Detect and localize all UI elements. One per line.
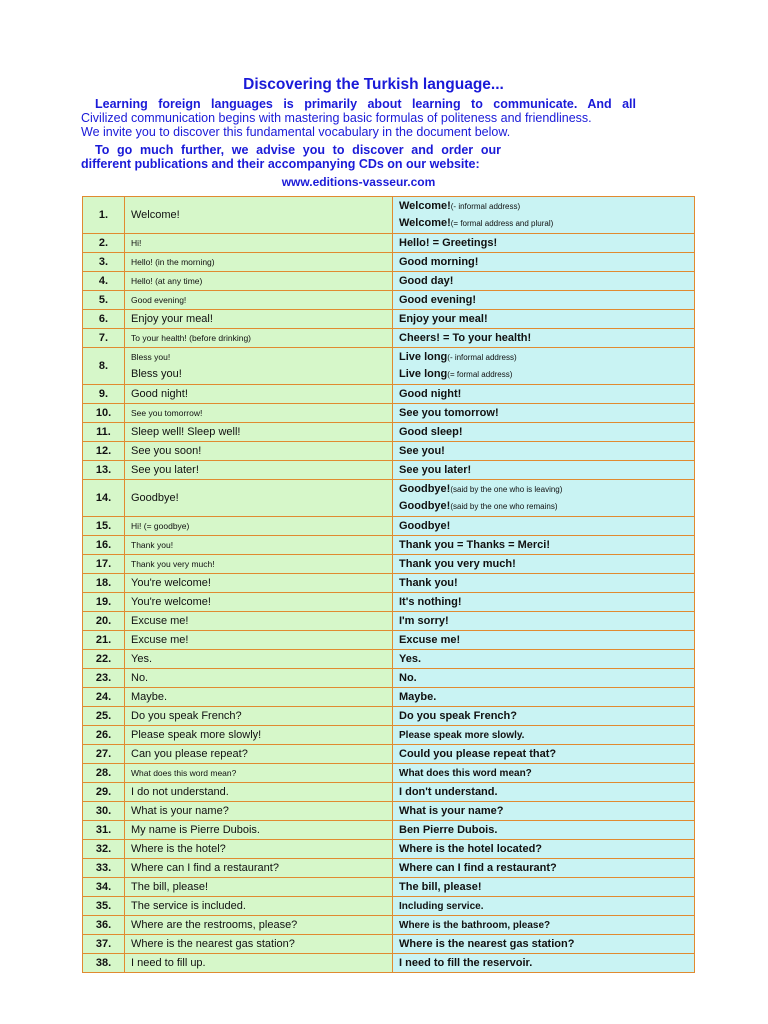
english-phrase-cell: [125, 291, 393, 310]
table-row: [83, 631, 695, 650]
row-number: 38.: [83, 954, 125, 973]
translation-text: Enjoy your meal!: [399, 313, 488, 325]
english-phrase-cell: [125, 329, 393, 348]
row-number: 5.: [83, 291, 125, 310]
translation-cell: [393, 404, 695, 423]
translation-cell: [393, 442, 695, 461]
translation-text: Live long: [399, 351, 448, 363]
translation-text: Ben Pierre Dubois.: [399, 824, 498, 836]
translation-text: Goodbye!: [399, 500, 451, 512]
translation-cell: [393, 385, 695, 404]
table-row: [83, 442, 695, 461]
table-row: [83, 707, 695, 726]
translation-text: I'm sorry!: [399, 615, 449, 627]
translation-cell: [393, 631, 695, 650]
table-row: [83, 783, 695, 802]
translation-text: Where is the hotel located?: [399, 843, 543, 855]
english-phrase: See you soon!: [131, 445, 202, 457]
translation-cell: [393, 726, 695, 745]
translation-text: I don't understand.: [399, 786, 498, 798]
translation-text: Goodbye!: [399, 520, 451, 532]
translation-cell: [393, 348, 695, 385]
translation-cell: [393, 329, 695, 348]
translation-text: Live long: [399, 368, 448, 380]
english-phrase: Where can I find a restaurant?: [131, 862, 279, 874]
english-phrase: No.: [131, 672, 149, 684]
row-number: 9.: [83, 385, 125, 404]
english-phrase: You're welcome!: [131, 596, 211, 608]
english-phrase-cell: [125, 517, 393, 536]
row-number: 32.: [83, 840, 125, 859]
translation-cell: [393, 574, 695, 593]
table-row: [83, 840, 695, 859]
english-phrase-cell: [125, 442, 393, 461]
english-phrase: Where is the nearest gas station?: [131, 938, 295, 950]
translation-text: Good day!: [399, 275, 454, 287]
english-phrase-cell: [125, 385, 393, 404]
english-phrase: Hi! (= goodbye): [131, 521, 190, 531]
table-row: [83, 234, 695, 253]
translation-cell: [393, 517, 695, 536]
table-row: [83, 897, 695, 916]
table-row: [83, 612, 695, 631]
english-phrase-cell: [125, 650, 393, 669]
advice-line-2: different publications and their accompanying CDs on our website:: [81, 157, 480, 171]
row-number: 22.: [83, 650, 125, 669]
row-number: 1.: [83, 197, 125, 234]
intro-line-1: Learning foreign languages is primarily about learning to communicate. And all: [95, 97, 636, 111]
english-phrase-cell: [125, 197, 393, 234]
translation-text: No.: [399, 672, 417, 684]
english-phrase-cell: [125, 916, 393, 935]
row-number: 6.: [83, 310, 125, 329]
table-row: [83, 802, 695, 821]
translation-text: Thank you very much!: [399, 558, 516, 570]
english-phrase: Excuse me!: [131, 634, 189, 646]
english-phrase-cell: [125, 272, 393, 291]
row-number: 19.: [83, 593, 125, 612]
row-number: 11.: [83, 423, 125, 442]
document-header: [81, 76, 636, 189]
row-number: 3.: [83, 253, 125, 272]
translation-cell: [393, 840, 695, 859]
english-phrase-cell: [125, 480, 393, 517]
row-number: 34.: [83, 878, 125, 897]
usage-note: (said by the one who is leaving): [450, 485, 563, 494]
row-number: 17.: [83, 555, 125, 574]
table-row: [83, 745, 695, 764]
translation-text: Welcome!: [399, 217, 451, 229]
row-number: 15.: [83, 517, 125, 536]
row-number: 30.: [83, 802, 125, 821]
english-phrase-cell: [125, 764, 393, 783]
intro-line-3: We invite you to discover this fundamental vocabulary in the document below.: [81, 125, 511, 139]
english-phrase-cell: [125, 593, 393, 612]
translation-text: Could you please repeat that?: [399, 748, 557, 760]
translation-cell: [393, 480, 695, 517]
table-row: [83, 272, 695, 291]
english-phrase: What is your name?: [131, 805, 229, 817]
english-phrase-cell: [125, 253, 393, 272]
english-phrase: Hi!: [131, 238, 142, 248]
table-row: [83, 385, 695, 404]
translation-cell: [393, 555, 695, 574]
translation-text: Please speak more slowly.: [399, 730, 525, 741]
table-row: [83, 348, 695, 385]
row-number: 13.: [83, 461, 125, 480]
english-phrase-cell: [125, 745, 393, 764]
translation-text: See you!: [399, 445, 445, 457]
table-row: [83, 935, 695, 954]
translation-cell: [393, 253, 695, 272]
usage-note: (- informal address): [447, 353, 517, 362]
translation-text: Goodbye!: [399, 483, 451, 495]
translation-cell: [393, 897, 695, 916]
table-row: [83, 650, 695, 669]
row-number: 4.: [83, 272, 125, 291]
english-phrase: Hello! (in the morning): [131, 257, 215, 267]
row-number: 37.: [83, 935, 125, 954]
english-phrase-cell: [125, 878, 393, 897]
english-phrase-cell: [125, 726, 393, 745]
translation-text: Where is the nearest gas station?: [399, 938, 575, 950]
translation-cell: [393, 954, 695, 973]
english-phrase: Welcome!: [131, 209, 180, 221]
english-phrase-cell: [125, 954, 393, 973]
translation-cell: [393, 234, 695, 253]
row-number: 36.: [83, 916, 125, 935]
english-phrase-cell: [125, 555, 393, 574]
table-row: [83, 954, 695, 973]
translation-text: Including service.: [399, 901, 484, 912]
translation-text: Good morning!: [399, 256, 479, 268]
english-phrase-cell: [125, 669, 393, 688]
table-row: [83, 197, 695, 234]
row-number: 14.: [83, 480, 125, 517]
english-phrase-cell: [125, 840, 393, 859]
table-row: [83, 593, 695, 612]
row-number: 16.: [83, 536, 125, 555]
english-phrase-cell: [125, 612, 393, 631]
table-row: [83, 669, 695, 688]
english-phrase-cell: [125, 536, 393, 555]
english-phrase: Good night!: [131, 388, 188, 400]
usage-note: (= formal address): [447, 370, 513, 379]
english-phrase-cell: [125, 310, 393, 329]
row-number: 7.: [83, 329, 125, 348]
translation-cell: [393, 461, 695, 480]
table-row: [83, 688, 695, 707]
table-row: [83, 291, 695, 310]
english-phrase-cell: [125, 859, 393, 878]
row-number: 25.: [83, 707, 125, 726]
translation-text: Where is the bathroom, please?: [399, 920, 551, 931]
row-number: 33.: [83, 859, 125, 878]
translation-cell: [393, 593, 695, 612]
english-phrase: The bill, please!: [131, 881, 209, 893]
translation-cell: [393, 310, 695, 329]
english-phrase-cell: [125, 802, 393, 821]
english-phrase-cell: [125, 707, 393, 726]
vocabulary-table: [82, 196, 695, 973]
translation-cell: [393, 802, 695, 821]
english-phrase: Sleep well! Sleep well!: [131, 426, 241, 438]
row-number: 29.: [83, 783, 125, 802]
translation-cell: [393, 878, 695, 897]
row-number: 28.: [83, 764, 125, 783]
translation-text: See you later!: [399, 464, 472, 476]
english-phrase-cell: [125, 897, 393, 916]
translation-text: I need to fill the reservoir.: [399, 957, 533, 969]
translation-cell: [393, 859, 695, 878]
english-phrase: To your health! (before drinking): [131, 333, 252, 343]
english-phrase-cell: [125, 935, 393, 954]
website-link[interactable]: www.editions-vasseur.com: [281, 175, 436, 189]
english-phrase: Yes.: [131, 653, 153, 665]
translation-text: What is your name?: [399, 805, 504, 817]
translation-cell: [393, 707, 695, 726]
english-phrase-cell: [125, 631, 393, 650]
table-row: [83, 329, 695, 348]
english-phrase: The service is included.: [131, 900, 246, 912]
translation-text: See you tomorrow!: [399, 407, 499, 419]
english-phrase: Do you speak French?: [131, 710, 242, 722]
translation-cell: [393, 291, 695, 310]
row-number: 2.: [83, 234, 125, 253]
translation-text: It's nothing!: [399, 596, 462, 608]
english-phrase-cell: [125, 688, 393, 707]
advice-line-1: To go much further, we advise you to discover and order our: [95, 143, 501, 157]
english-phrase: I do not understand.: [131, 786, 229, 798]
english-phrase: Maybe.: [131, 691, 168, 703]
row-number: 23.: [83, 669, 125, 688]
english-phrase-cell: [125, 821, 393, 840]
translation-text: Where can I find a restaurant?: [399, 862, 557, 874]
table-row: [83, 555, 695, 574]
row-number: 24.: [83, 688, 125, 707]
english-phrase-cell: [125, 423, 393, 442]
english-phrase: Hello! (at any time): [131, 276, 203, 286]
page-title: Discovering the Turkish language...: [243, 76, 504, 93]
translation-text: The bill, please!: [399, 881, 482, 893]
english-phrase: Thank you very much!: [131, 559, 215, 569]
translation-cell: [393, 272, 695, 291]
english-phrase-cell: [125, 404, 393, 423]
row-number: 21.: [83, 631, 125, 650]
usage-note: (- informal address): [450, 202, 521, 211]
english-phrase: What does this word mean?: [131, 768, 237, 778]
translation-text: Welcome!: [399, 200, 451, 212]
translation-cell: [393, 688, 695, 707]
english-phrase: Where is the hotel?: [131, 843, 226, 855]
english-phrase: Goodbye!: [131, 492, 179, 504]
english-phrase: Good evening!: [131, 295, 187, 305]
row-number: 20.: [83, 612, 125, 631]
translation-text: Thank you!: [399, 577, 458, 589]
table-row: [83, 916, 695, 935]
table-row: [83, 821, 695, 840]
english-phrase: My name is Pierre Dubois.: [131, 824, 260, 836]
intro-paragraph: [81, 97, 636, 139]
translation-text: Maybe.: [399, 691, 437, 703]
translation-text: Do you speak French?: [399, 710, 517, 722]
table-row: [83, 517, 695, 536]
english-phrase: Bless you!: [131, 368, 182, 380]
english-phrase: Bless you!: [131, 352, 171, 362]
translation-text: Excuse me!: [399, 634, 461, 646]
translation-text: Good evening!: [399, 294, 476, 306]
english-phrase-cell: [125, 234, 393, 253]
translation-text: Cheers! = To your health!: [399, 332, 532, 344]
row-number: 26.: [83, 726, 125, 745]
table-row: [83, 404, 695, 423]
english-phrase: Where are the restrooms, please?: [131, 919, 298, 931]
english-phrase: Thank you!: [131, 540, 174, 550]
translation-text: Yes.: [399, 653, 422, 665]
row-number: 35.: [83, 897, 125, 916]
translation-cell: [393, 745, 695, 764]
english-phrase: Enjoy your meal!: [131, 313, 213, 325]
row-number: 10.: [83, 404, 125, 423]
table-row: [83, 859, 695, 878]
translation-text: Hello! = Greetings!: [399, 237, 498, 249]
advice-paragraph: [81, 143, 501, 171]
table-row: [83, 878, 695, 897]
english-phrase: Please speak more slowly!: [131, 729, 262, 741]
translation-cell: [393, 423, 695, 442]
english-phrase-cell: [125, 574, 393, 593]
table-row: [83, 310, 695, 329]
usage-note: (= formal address and plural): [450, 219, 554, 228]
translation-cell: [393, 650, 695, 669]
row-number: 8.: [83, 348, 125, 385]
translation-text: Good sleep!: [399, 426, 463, 438]
translation-cell: [393, 783, 695, 802]
english-phrase: I need to fill up.: [131, 957, 206, 969]
row-number: 31.: [83, 821, 125, 840]
english-phrase: See you later!: [131, 464, 199, 476]
usage-note: (said by the one who remains): [450, 502, 558, 511]
english-phrase: You're welcome!: [131, 577, 211, 589]
row-number: 12.: [83, 442, 125, 461]
table-row: [83, 423, 695, 442]
table-row: [83, 253, 695, 272]
english-phrase: See you tomorrow!: [131, 408, 203, 418]
row-number: 27.: [83, 745, 125, 764]
english-phrase: Can you please repeat?: [131, 748, 248, 760]
english-phrase-cell: [125, 348, 393, 385]
translation-cell: [393, 916, 695, 935]
table-row: [83, 574, 695, 593]
translation-cell: [393, 935, 695, 954]
table-row: [83, 764, 695, 783]
translation-cell: [393, 821, 695, 840]
table-row: [83, 536, 695, 555]
translation-cell: [393, 612, 695, 631]
translation-cell: [393, 669, 695, 688]
table-row: [83, 461, 695, 480]
translation-cell: [393, 536, 695, 555]
translation-text: Thank you = Thanks = Merci!: [399, 539, 550, 551]
intro-line-2: Civilized communication begins with mastering basic formulas of politeness and friendliness.: [81, 111, 592, 125]
translation-cell: [393, 197, 695, 234]
row-number: 18.: [83, 574, 125, 593]
translation-cell: [393, 764, 695, 783]
english-phrase-cell: [125, 783, 393, 802]
table-row: [83, 726, 695, 745]
translation-text: What does this word mean?: [399, 768, 532, 779]
english-phrase: Excuse me!: [131, 615, 189, 627]
english-phrase-cell: [125, 461, 393, 480]
translation-text: Good night!: [399, 388, 462, 400]
table-row: [83, 480, 695, 517]
